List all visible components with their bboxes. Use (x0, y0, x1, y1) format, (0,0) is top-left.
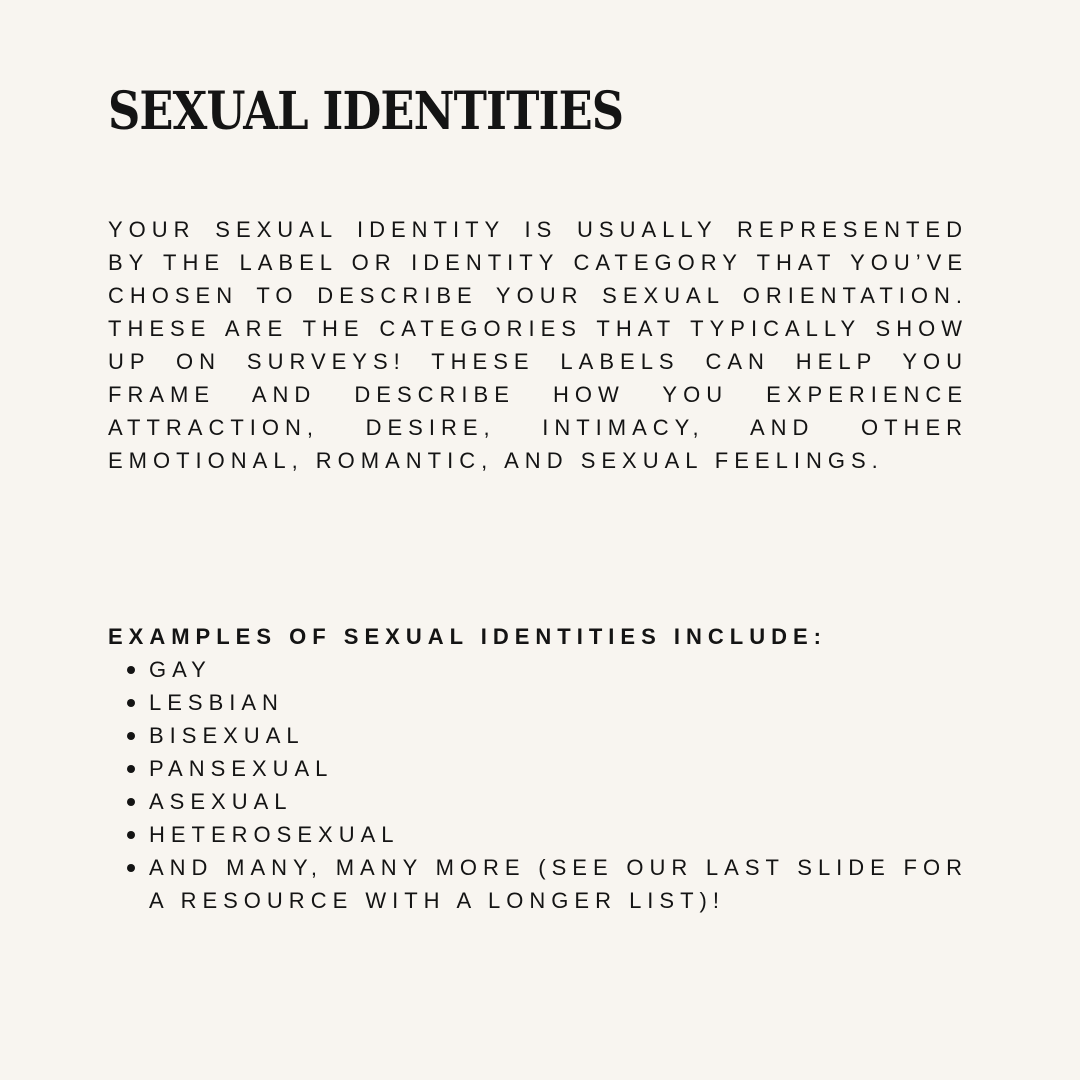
intro-paragraph: YOUR SEXUAL IDENTITY IS USUALLY REPRESENTED BY THE LABEL OR IDENTITY CATEGORY THAT YOU’VE CHOSEN TO DESCRIBE YOUR SEXUAL ORIENTATION. THESE ARE THE CATEGORIES THAT TYPICALLY SHOW UP ON SURVEYS! THESE LABELS CAN HELP YOU FRAME AND DESCRIBE HOW YOU EXPERIENCE ATTRACTION, DESIRE, INTIMACY, AND OTHER EMOTIONAL, ROMANTIC, AND SEXUAL FEELINGS. (108, 217, 968, 473)
list-item-text: ASEXUAL (149, 789, 293, 814)
list-item-text: HETEROSEXUAL (149, 822, 400, 847)
bullet-icon (127, 798, 135, 806)
bullet-icon (127, 699, 135, 707)
list-item-text: AND MANY, MANY MORE (SEE OUR LAST SLIDE FOR A RESOURCE WITH A LONGER LIST)! (149, 855, 968, 913)
list-item (149, 653, 968, 686)
list-item-text: PANSEXUAL (149, 756, 334, 781)
bullet-icon (127, 831, 135, 839)
bullet-icon (127, 732, 135, 740)
list-item (149, 686, 968, 719)
list-item-text: GAY (149, 657, 212, 682)
list-item (149, 719, 968, 752)
examples-list (149, 653, 968, 917)
bullet-icon (127, 864, 135, 872)
list-item (149, 785, 968, 818)
bullet-icon (127, 765, 135, 773)
list-item (149, 752, 968, 785)
slide-title: SEXUAL IDENTITIES (108, 81, 624, 142)
bullet-icon (127, 666, 135, 674)
examples-heading: EXAMPLES OF SEXUAL IDENTITIES INCLUDE: (108, 624, 827, 649)
list-item-text: LESBIAN (149, 690, 284, 715)
list-item (149, 818, 968, 851)
list-item-text: BISEXUAL (149, 723, 305, 748)
list-item (149, 851, 968, 917)
